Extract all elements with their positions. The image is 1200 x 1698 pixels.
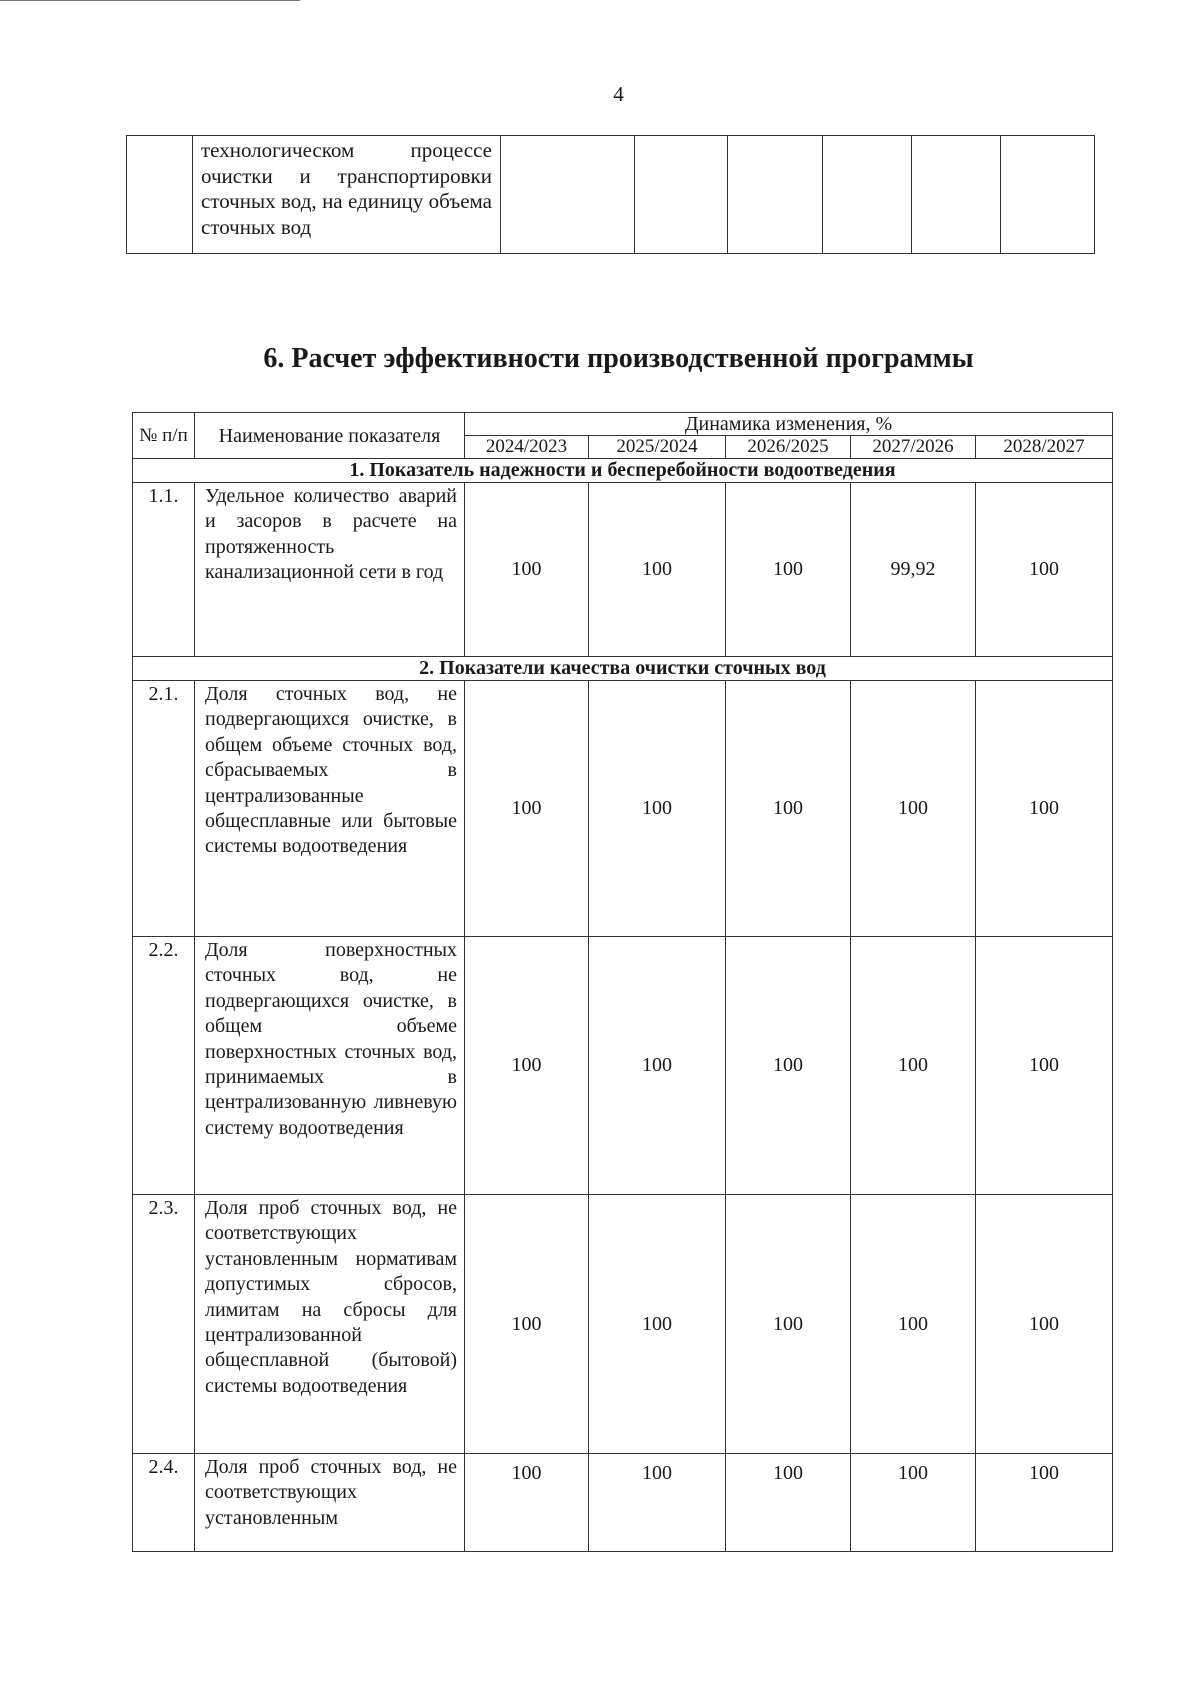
continued-name-cell: технологическом процессе очистки и транспортировки сточных вод, на единицу объема сточных вод <box>193 136 501 254</box>
value-cell: 100 <box>465 483 589 657</box>
header-name: Наименование показателя <box>195 413 465 459</box>
group-title: 2. Показатели качества очистки сточных вод <box>133 657 1113 681</box>
header-period: 2025/2024 <box>589 436 726 459</box>
header-period: 2024/2023 <box>465 436 589 459</box>
page-number: 4 <box>613 82 624 106</box>
value-cell: 100 <box>726 483 851 657</box>
group-title: 1. Показатель надежности и бесперебойности водоотведения <box>133 459 1113 483</box>
header-row <box>133 413 1113 436</box>
value-cell: 100 <box>726 1454 851 1552</box>
continued-num-cell <box>127 136 193 254</box>
value-cell: 100 <box>589 1195 726 1454</box>
group-row <box>133 459 1113 483</box>
continued-value-cell <box>823 136 912 254</box>
continued-value-cell <box>1001 136 1095 254</box>
table-row <box>133 1454 1113 1552</box>
continued-table-row <box>127 136 1095 254</box>
header-dynamics: Динамика изменения, % <box>465 413 1113 436</box>
table-row <box>133 483 1113 657</box>
row-number: 1.1. <box>133 483 195 657</box>
row-number: 2.3. <box>133 1195 195 1454</box>
indicator-name: Доля проб сточных вод, не соответствующих установленным <box>195 1454 465 1552</box>
continued-table <box>126 135 1095 254</box>
value-cell: 100 <box>465 937 589 1195</box>
value-cell: 100 <box>589 681 726 937</box>
continued-value-cell <box>501 136 635 254</box>
value-cell: 100 <box>976 483 1113 657</box>
table-row <box>133 681 1113 937</box>
continued-value-cell <box>728 136 823 254</box>
value-cell: 100 <box>589 937 726 1195</box>
indicator-name: Удельное количество аварий и засоров в расчете на протяженность канализационной сети в год <box>195 483 465 657</box>
row-number: 2.1. <box>133 681 195 937</box>
row-number: 2.4. <box>133 1454 195 1552</box>
indicator-name: Доля сточных вод, не подвергающихся очистке, в общем объеме сточных вод, сбрасываемых в централизованные общесплавные или бытовые системы водоотведения <box>195 681 465 937</box>
value-cell: 100 <box>726 937 851 1195</box>
continued-value-cell <box>635 136 728 254</box>
value-cell: 100 <box>465 681 589 937</box>
header-period: 2026/2025 <box>726 436 851 459</box>
value-cell: 100 <box>851 681 976 937</box>
value-cell: 100 <box>976 681 1113 937</box>
indicator-name: Доля проб сточных вод, не соответствующих установленным нормативам допустимых сбросов, лимитам на сбросы для централизованной общесплавной (бытовой) системы водоотведения <box>195 1195 465 1454</box>
section-title: 6. Расчет эффективности производственной программы <box>263 343 974 374</box>
indicator-name: Доля поверхностных сточных вод, не подвергающихся очистке, в общем объеме поверхностных сточных вод, принимаемых в централизованную ливневую систему водоотведения <box>195 937 465 1195</box>
value-cell: 100 <box>465 1195 589 1454</box>
header-period: 2027/2026 <box>851 436 976 459</box>
value-cell: 100 <box>976 937 1113 1195</box>
header-num: № п/п <box>133 413 195 459</box>
table-row <box>133 1195 1113 1454</box>
value-cell: 100 <box>589 483 726 657</box>
scan-edge-line <box>0 0 300 1</box>
value-cell: 99,92 <box>851 483 976 657</box>
value-cell: 100 <box>465 1454 589 1552</box>
group-row <box>133 657 1113 681</box>
row-number: 2.2. <box>133 937 195 1195</box>
value-cell: 100 <box>589 1454 726 1552</box>
value-cell: 100 <box>851 1454 976 1552</box>
value-cell: 100 <box>851 937 976 1195</box>
continued-value-cell <box>912 136 1001 254</box>
value-cell: 100 <box>726 1195 851 1454</box>
value-cell: 100 <box>976 1195 1113 1454</box>
value-cell: 100 <box>726 681 851 937</box>
table-row <box>133 937 1113 1195</box>
header-period: 2028/2027 <box>976 436 1113 459</box>
value-cell: 100 <box>851 1195 976 1454</box>
value-cell: 100 <box>976 1454 1113 1552</box>
efficiency-table <box>132 412 1113 1552</box>
